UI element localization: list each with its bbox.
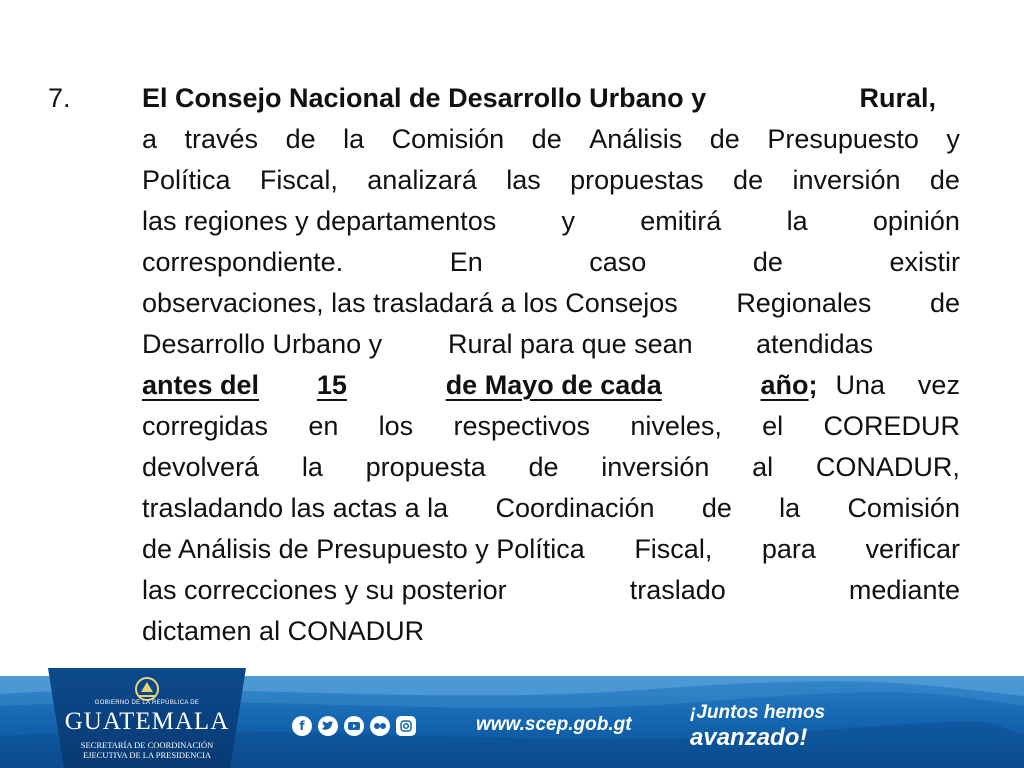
text-line xyxy=(142,160,960,201)
text-word: propuestas xyxy=(570,165,704,195)
text-word: Fiscal, xyxy=(634,534,713,564)
text-segment: El Consejo Nacional de Desarrollo Urbano y xyxy=(142,83,707,113)
text-word: de xyxy=(528,452,559,482)
text-word: corregidas xyxy=(142,411,269,441)
text-word: niveles, xyxy=(630,411,722,441)
underlined-date-year: año xyxy=(760,370,809,400)
text-word: Política xyxy=(142,165,231,195)
text-word: correspondiente. xyxy=(142,247,344,277)
underlined-date-month: de Mayo de cada xyxy=(445,370,662,400)
text-word: la xyxy=(343,124,365,154)
text-word: Regionales xyxy=(736,288,872,318)
text-line xyxy=(142,406,960,447)
text-segment: Desarrollo Urbano y xyxy=(142,329,383,359)
instagram-icon[interactable] xyxy=(396,716,416,736)
text-word: Fiscal, xyxy=(259,165,338,195)
facebook-icon[interactable]: f xyxy=(292,716,312,736)
secretaria-line-1: SECRETARÍA DE COORDINACIÓN xyxy=(80,740,214,750)
text-segment: de Análisis de Presupuesto y Política xyxy=(142,534,585,564)
text-word: Comisión xyxy=(391,124,505,154)
text-word: inversión xyxy=(792,165,901,195)
text-word: existir xyxy=(889,247,960,277)
text-segment: las regiones y departamentos xyxy=(142,206,497,236)
text-word: la xyxy=(779,493,801,523)
text-word: y xyxy=(561,206,575,236)
youtube-icon[interactable] xyxy=(344,716,364,736)
text-segment xyxy=(859,78,936,119)
text-word: las xyxy=(506,165,541,195)
slogan-line-2: avanzado! xyxy=(690,724,808,751)
text-word: al xyxy=(752,452,774,482)
text-word: de xyxy=(752,247,783,277)
text-word: devolverá xyxy=(142,452,260,482)
text-line xyxy=(142,488,960,529)
social-icons xyxy=(292,716,416,736)
text-segment: dictamen al CONADUR xyxy=(142,616,425,646)
text-segment: trasladando las actas a la xyxy=(142,493,449,523)
text-word: de xyxy=(709,124,740,154)
text-word: mediante xyxy=(848,575,960,605)
text-line xyxy=(142,570,960,611)
text-line xyxy=(142,529,960,570)
text-line xyxy=(142,242,960,283)
text-word: el xyxy=(762,411,784,441)
text-word: de xyxy=(531,124,562,154)
text-word: opinión xyxy=(872,206,960,236)
text-word: de xyxy=(929,288,960,318)
text-segment: las correcciones y su posterior xyxy=(142,575,507,605)
text-line xyxy=(142,283,960,324)
text-word: través xyxy=(184,124,259,154)
item-number: 7. xyxy=(48,83,71,113)
gov-country-name: GUATEMALA xyxy=(64,708,230,735)
text-word: de xyxy=(733,165,764,195)
text-word: los xyxy=(378,411,414,441)
text-segment: Rural para que sean xyxy=(448,329,693,359)
text-word: inversión xyxy=(601,452,710,482)
text-word: Análisis xyxy=(589,124,683,154)
gov-republic-label: GOBIERNO DE LA REPÚBLICA DE xyxy=(94,700,200,706)
slogan-line-1: ¡Juntos hemos xyxy=(690,702,826,723)
text-word: a xyxy=(142,124,158,154)
text-word: analizará xyxy=(367,165,477,195)
text-word: de xyxy=(701,493,732,523)
text-word: de xyxy=(929,165,960,195)
website-link[interactable]: www.scep.gob.gt xyxy=(476,714,632,735)
text-word: CONADUR, xyxy=(815,452,960,482)
flickr-icon[interactable] xyxy=(370,716,390,736)
text-word: propuesta xyxy=(365,452,486,482)
text-line xyxy=(142,611,960,652)
text-segment-group xyxy=(761,365,886,406)
text-word: Comisión xyxy=(847,493,960,523)
twitter-icon[interactable] xyxy=(318,716,338,736)
text-word: En xyxy=(449,247,483,277)
text-semicolon: ; xyxy=(808,370,818,400)
text-segment: observaciones, las trasladará a los Consejos xyxy=(142,288,678,318)
text-word: caso xyxy=(589,247,647,277)
text-segment-rural: Rural, xyxy=(859,83,936,113)
text-line xyxy=(142,365,960,406)
text-line xyxy=(142,324,960,365)
text-line xyxy=(142,119,960,160)
text-word: traslado xyxy=(629,575,726,605)
paragraph-body xyxy=(142,78,962,652)
text-word: la xyxy=(301,452,323,482)
secretaria-line-2: EJECUTIVA DE LA PRESIDENCIA xyxy=(82,750,212,760)
text-word: vez xyxy=(917,370,960,400)
text-word: la xyxy=(786,206,808,236)
text-word: y xyxy=(946,124,960,154)
text-word: verificar xyxy=(865,534,960,564)
text-word: en xyxy=(308,411,339,441)
text-word: Coordinación xyxy=(495,493,655,523)
text-word: COREDUR xyxy=(823,411,960,441)
text-line xyxy=(142,201,960,242)
secretaria-label xyxy=(48,740,246,760)
text-word: emitirá xyxy=(640,206,722,236)
text-word: para xyxy=(761,534,816,564)
text-segment: atendidas xyxy=(756,329,874,359)
text-line xyxy=(142,447,960,488)
text-line xyxy=(142,78,960,119)
text-word: respectivos xyxy=(453,411,591,441)
text-word: de xyxy=(285,124,316,154)
underlined-date-day: 15 xyxy=(316,370,347,400)
government-logo xyxy=(48,668,246,768)
text-word: Una xyxy=(835,370,886,400)
text-word: Presupuesto xyxy=(767,124,919,154)
underlined-date-text: antes del xyxy=(142,370,260,400)
